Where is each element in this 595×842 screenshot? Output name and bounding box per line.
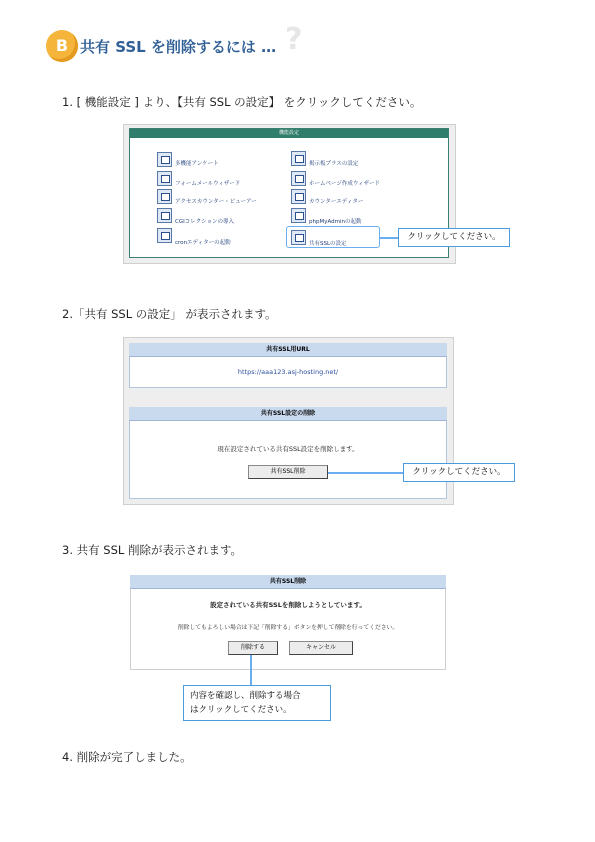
delete-panel-header: 共有SSL設定の削除	[129, 407, 447, 421]
form-mail-icon[interactable]	[157, 171, 172, 186]
cron-icon[interactable]	[157, 228, 172, 243]
delete-ssl-button[interactable]: 共有SSL削除	[248, 465, 328, 479]
ssl-url-link[interactable]: https://aaa123.asj-hosting.net/	[237, 368, 339, 376]
menu-item-survey[interactable]: 多機能アンケート	[175, 161, 219, 167]
menu-item-phpmyadmin[interactable]: phpMyAdminの起動	[309, 219, 362, 225]
step-4-text: 4. 削除が完了しました。	[62, 750, 192, 764]
callout-line-2: はクリックしてください。	[190, 705, 292, 715]
counter-editor-icon[interactable]	[291, 189, 306, 204]
survey-icon[interactable]	[157, 152, 172, 167]
delete-message: 現在設定されている共有SSL設定を削除します。	[217, 445, 359, 453]
callout-confirm-delete	[183, 685, 331, 721]
url-panel-header: 共有SSL用URL	[129, 343, 447, 357]
menu-item-counter-editor[interactable]: カウンターエディター	[309, 199, 364, 205]
menu-item-homepage-wizard[interactable]: ホームページ作成ウィザード	[309, 181, 381, 187]
question-mark-icon: ?	[285, 22, 303, 57]
menu-item-cgi[interactable]: CGIコレクションの導入	[175, 219, 235, 225]
callout-connector	[250, 655, 252, 685]
ssl-delete-title: 設定されている共有SSLを削除しようとしています。	[210, 601, 366, 609]
confirm-delete-button[interactable]: 削除する	[228, 641, 278, 655]
menu-item-access-counter[interactable]: アクセスカウンター・ビューアー	[175, 199, 257, 205]
bbs-icon[interactable]	[291, 151, 306, 166]
ssl-delete-message: 削除してもよろしい場合は下記「削除する」ボタンを押して削除を行ってください。	[177, 625, 399, 631]
menu-item-form-mail[interactable]: フォームメールウィザード	[175, 181, 241, 187]
menu-item-cron[interactable]: cronエディターの起動	[175, 240, 231, 246]
cancel-button[interactable]: キャンセル	[289, 641, 353, 655]
page-title: 共有 SSL を削除するには …	[80, 38, 277, 56]
section-letter: B	[55, 36, 69, 55]
ssl-delete-header: 共有SSL削除	[130, 575, 446, 589]
step-1-text: 1. [ 機能設定 ] より、【共有 SSL の設定】 をクリックしてください。	[62, 95, 422, 109]
step-3-text: 3. 共有 SSL 削除が表示されます。	[62, 543, 243, 557]
homepage-wizard-icon[interactable]	[291, 171, 306, 186]
ssl-highlight	[286, 226, 380, 248]
callout-click-delete: クリックしてください。	[403, 463, 515, 482]
phpmyadmin-icon[interactable]	[291, 208, 306, 223]
callout-line-1: 内容を確認し、削除する場合	[190, 691, 301, 701]
callout-connector	[380, 237, 398, 239]
callout-click-ssl: クリックしてください。	[398, 228, 510, 247]
callout-connector	[328, 472, 403, 474]
step-2-text: 2.「共有 SSL の設定」 が表示されます。	[62, 307, 277, 321]
menu-item-bbs[interactable]: 掲示板プラスの設定	[309, 161, 359, 167]
function-settings-header: 機能設定	[130, 129, 448, 138]
cgi-icon[interactable]	[157, 208, 172, 223]
menu-item-ssl[interactable]: 共有SSLの設定	[309, 241, 347, 247]
access-counter-icon[interactable]	[157, 189, 172, 204]
